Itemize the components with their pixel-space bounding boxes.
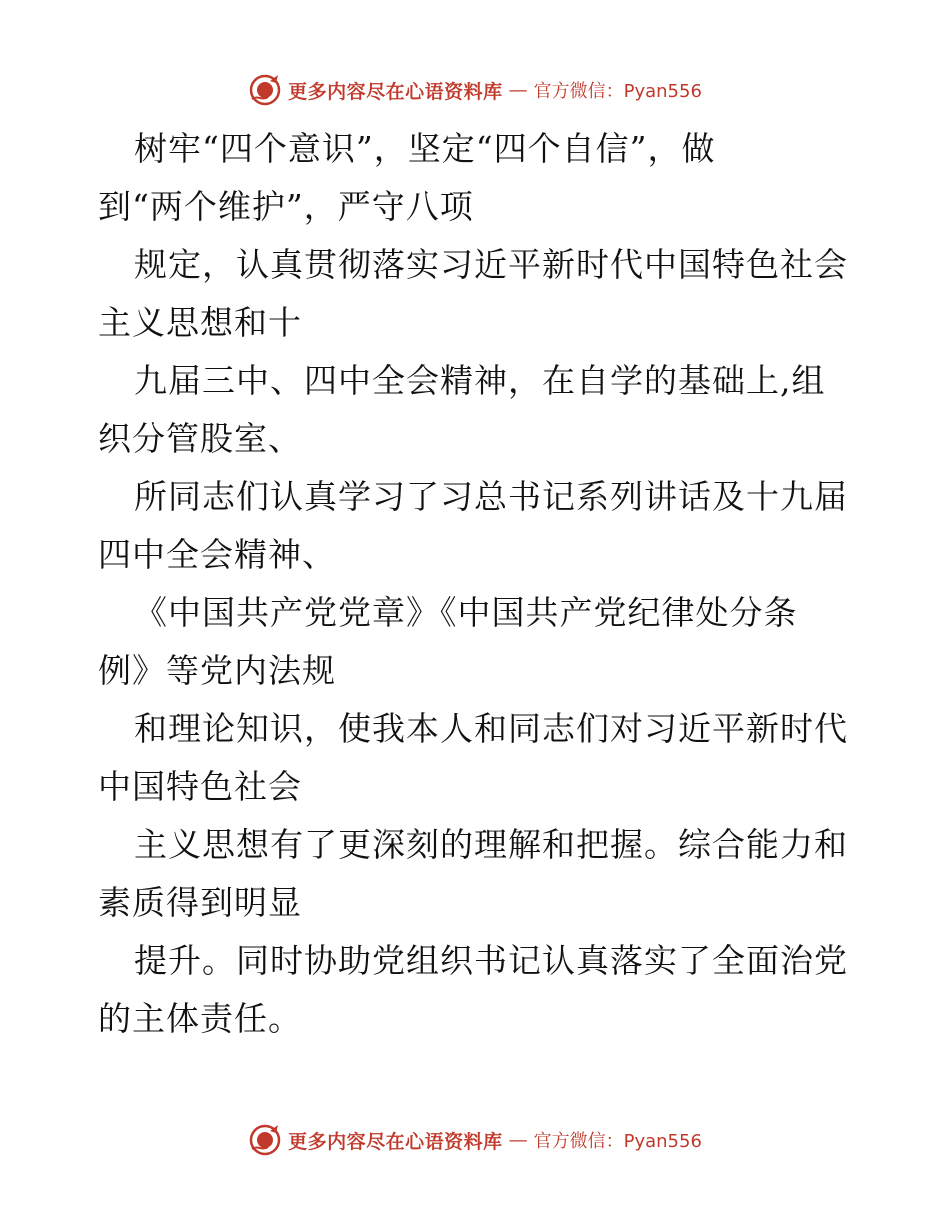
body-line: 所同志们认真学习了习总书记系列讲话及十九届 bbox=[134, 477, 848, 516]
body-line: 《中国共产党党章》《中国共产党纪律处分条 bbox=[134, 593, 798, 632]
banner-title: 更多内容尽在心语资料库 bbox=[288, 1130, 503, 1153]
body-line: 素质得到明显 bbox=[98, 883, 302, 922]
body-line: 织分管股室、 bbox=[98, 419, 302, 458]
pen-logo-icon bbox=[248, 73, 282, 107]
body-line: 到“两个维护”，严守八项 bbox=[98, 187, 474, 226]
banner-title: 更多内容尽在心语资料库 bbox=[288, 80, 503, 103]
body-line: 规定，认真贯彻落实习近平新时代中国特色社会 bbox=[134, 245, 848, 284]
banner-wechat: 官方微信：Pyan556 bbox=[533, 1131, 702, 1152]
body-line: 的主体责任。 bbox=[98, 999, 302, 1038]
footer-banner bbox=[0, 1120, 950, 1160]
banner-wechat: 官方微信：Pyan556 bbox=[533, 81, 702, 102]
body-line: 例》等党内法规 bbox=[98, 651, 336, 690]
pen-logo-icon bbox=[248, 1123, 282, 1157]
banner-dash: — bbox=[508, 1129, 528, 1151]
body-line: 四中全会精神、 bbox=[98, 535, 336, 574]
body-line: 主义思想有了更深刻的理解和把握。综合能力和 bbox=[134, 825, 848, 864]
body-line: 提升。同时协助党组织书记认真落实了全面治党 bbox=[134, 941, 848, 980]
document-body bbox=[98, 120, 868, 1048]
body-line: 九届三中、四中全会精神，在自学的基础上,组 bbox=[134, 361, 826, 400]
body-line: 中国特色社会 bbox=[98, 767, 302, 806]
body-line: 树牢“四个意识”，坚定“四个自信”，做 bbox=[134, 129, 716, 168]
footer-banner-content bbox=[248, 1123, 702, 1157]
header-banner bbox=[0, 70, 950, 110]
body-line: 和理论知识，使我本人和同志们对习近平新时代 bbox=[134, 709, 848, 748]
header-banner-content bbox=[248, 73, 702, 107]
banner-dash: — bbox=[508, 79, 528, 101]
body-line: 主义思想和十 bbox=[98, 303, 302, 342]
